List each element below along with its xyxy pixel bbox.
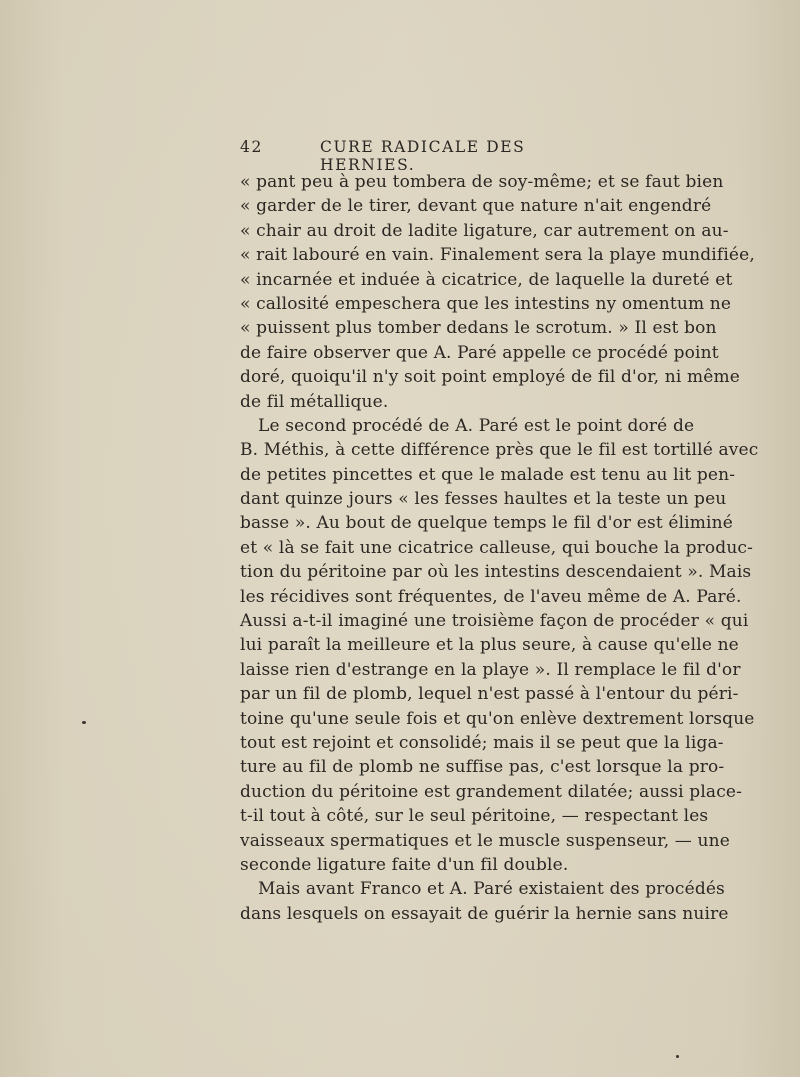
text-line: « garder de le tirer, devant que nature n'ait engendré [240, 196, 712, 217]
page-header [240, 138, 648, 174]
text-line: de petites pincettes et que le malade est tenu au lit pen- [240, 464, 736, 485]
text-line: dans lesquels on essayait de guérir la hernie sans nuire [240, 903, 729, 924]
text-line: par un fil de plomb, lequel n'est passé à l'entour du péri- [240, 684, 739, 705]
paragraph-start-line: Mais avant Franco et A. Paré existaient des procédés [258, 879, 725, 900]
text-line: « callosité empeschera que les intestins ny omentum ne [240, 293, 732, 314]
text-line: « chair au droit de ladite ligature, car autrement on au- [240, 220, 729, 241]
body-text [240, 170, 759, 926]
ink-speck [82, 721, 86, 724]
text-line: tout est rejoint et consolidé; mais il se peut que la liga- [240, 732, 724, 753]
text-line: doré, quoiqu'il n'y soit point employé de fil d'or, ni même [240, 367, 740, 388]
text-line: tion du péritoine par où les intestins descendaient ». Mais [240, 562, 752, 583]
paragraph-end-line: seconde ligature faite d'un fil double. [240, 854, 569, 875]
text-line: et « là se fait une cicatrice calleuse, qui bouche la produc- [240, 537, 753, 558]
text-line: B. Méthis, à cette différence près que le fil est tortillé avec [240, 440, 759, 461]
text-line: « pant peu à peu tombera de soy-même; et se faut bien [240, 172, 724, 192]
paragraph-end-line: de fil métallique. [240, 391, 389, 412]
paragraph-start-line: Le second procédé de A. Paré est le point doré de [258, 415, 695, 436]
text-line: lui paraît la meilleure et la plus seure, à cause qu'elle ne [240, 635, 739, 656]
text-line: basse ». Au bout de quelque temps le fil d'or est éliminé [240, 513, 733, 534]
page-number: 42 [240, 138, 263, 156]
text-line: laisse rien d'estrange en la playe ». Il remplace le fil d'or [240, 659, 741, 680]
text-line: de faire observer que A. Paré appelle ce procédé point [240, 342, 719, 363]
ink-speck [676, 1055, 679, 1058]
text-line: duction du péritoine est grandement dilatée; aussi place- [240, 781, 742, 802]
text-line: toine qu'une seule fois et qu'on enlève dextrement lorsque [240, 708, 755, 729]
text-line: les récidives sont fréquentes, de l'aveu même de A. Paré. [240, 586, 742, 607]
text-line: Aussi a-t-il imaginé une troisième façon de procéder « qui [240, 611, 749, 632]
text-line: ture au fil de plomb ne suffise pas, c'est lorsque la pro- [240, 757, 725, 778]
text-line: « rait labouré en vain. Finalement sera la playe mundifiée, [240, 245, 755, 266]
text-line: vaisseaux spermatiques et le muscle suspenseur, — une [240, 830, 730, 851]
text-line: « puissent plus tomber dedans le scrotum. » Il est bon [240, 318, 717, 339]
text-line: « incarnée et induée à cicatrice, de laquelle la dureté et [240, 269, 733, 290]
text-line: dant quinze jours « les fesses haultes et la teste un peu [240, 489, 727, 510]
text-line: t-il tout à côté, sur le seul péritoine, — respectant les [240, 806, 709, 827]
running-title: CURE RADICALE DES HERNIES. [320, 138, 526, 174]
